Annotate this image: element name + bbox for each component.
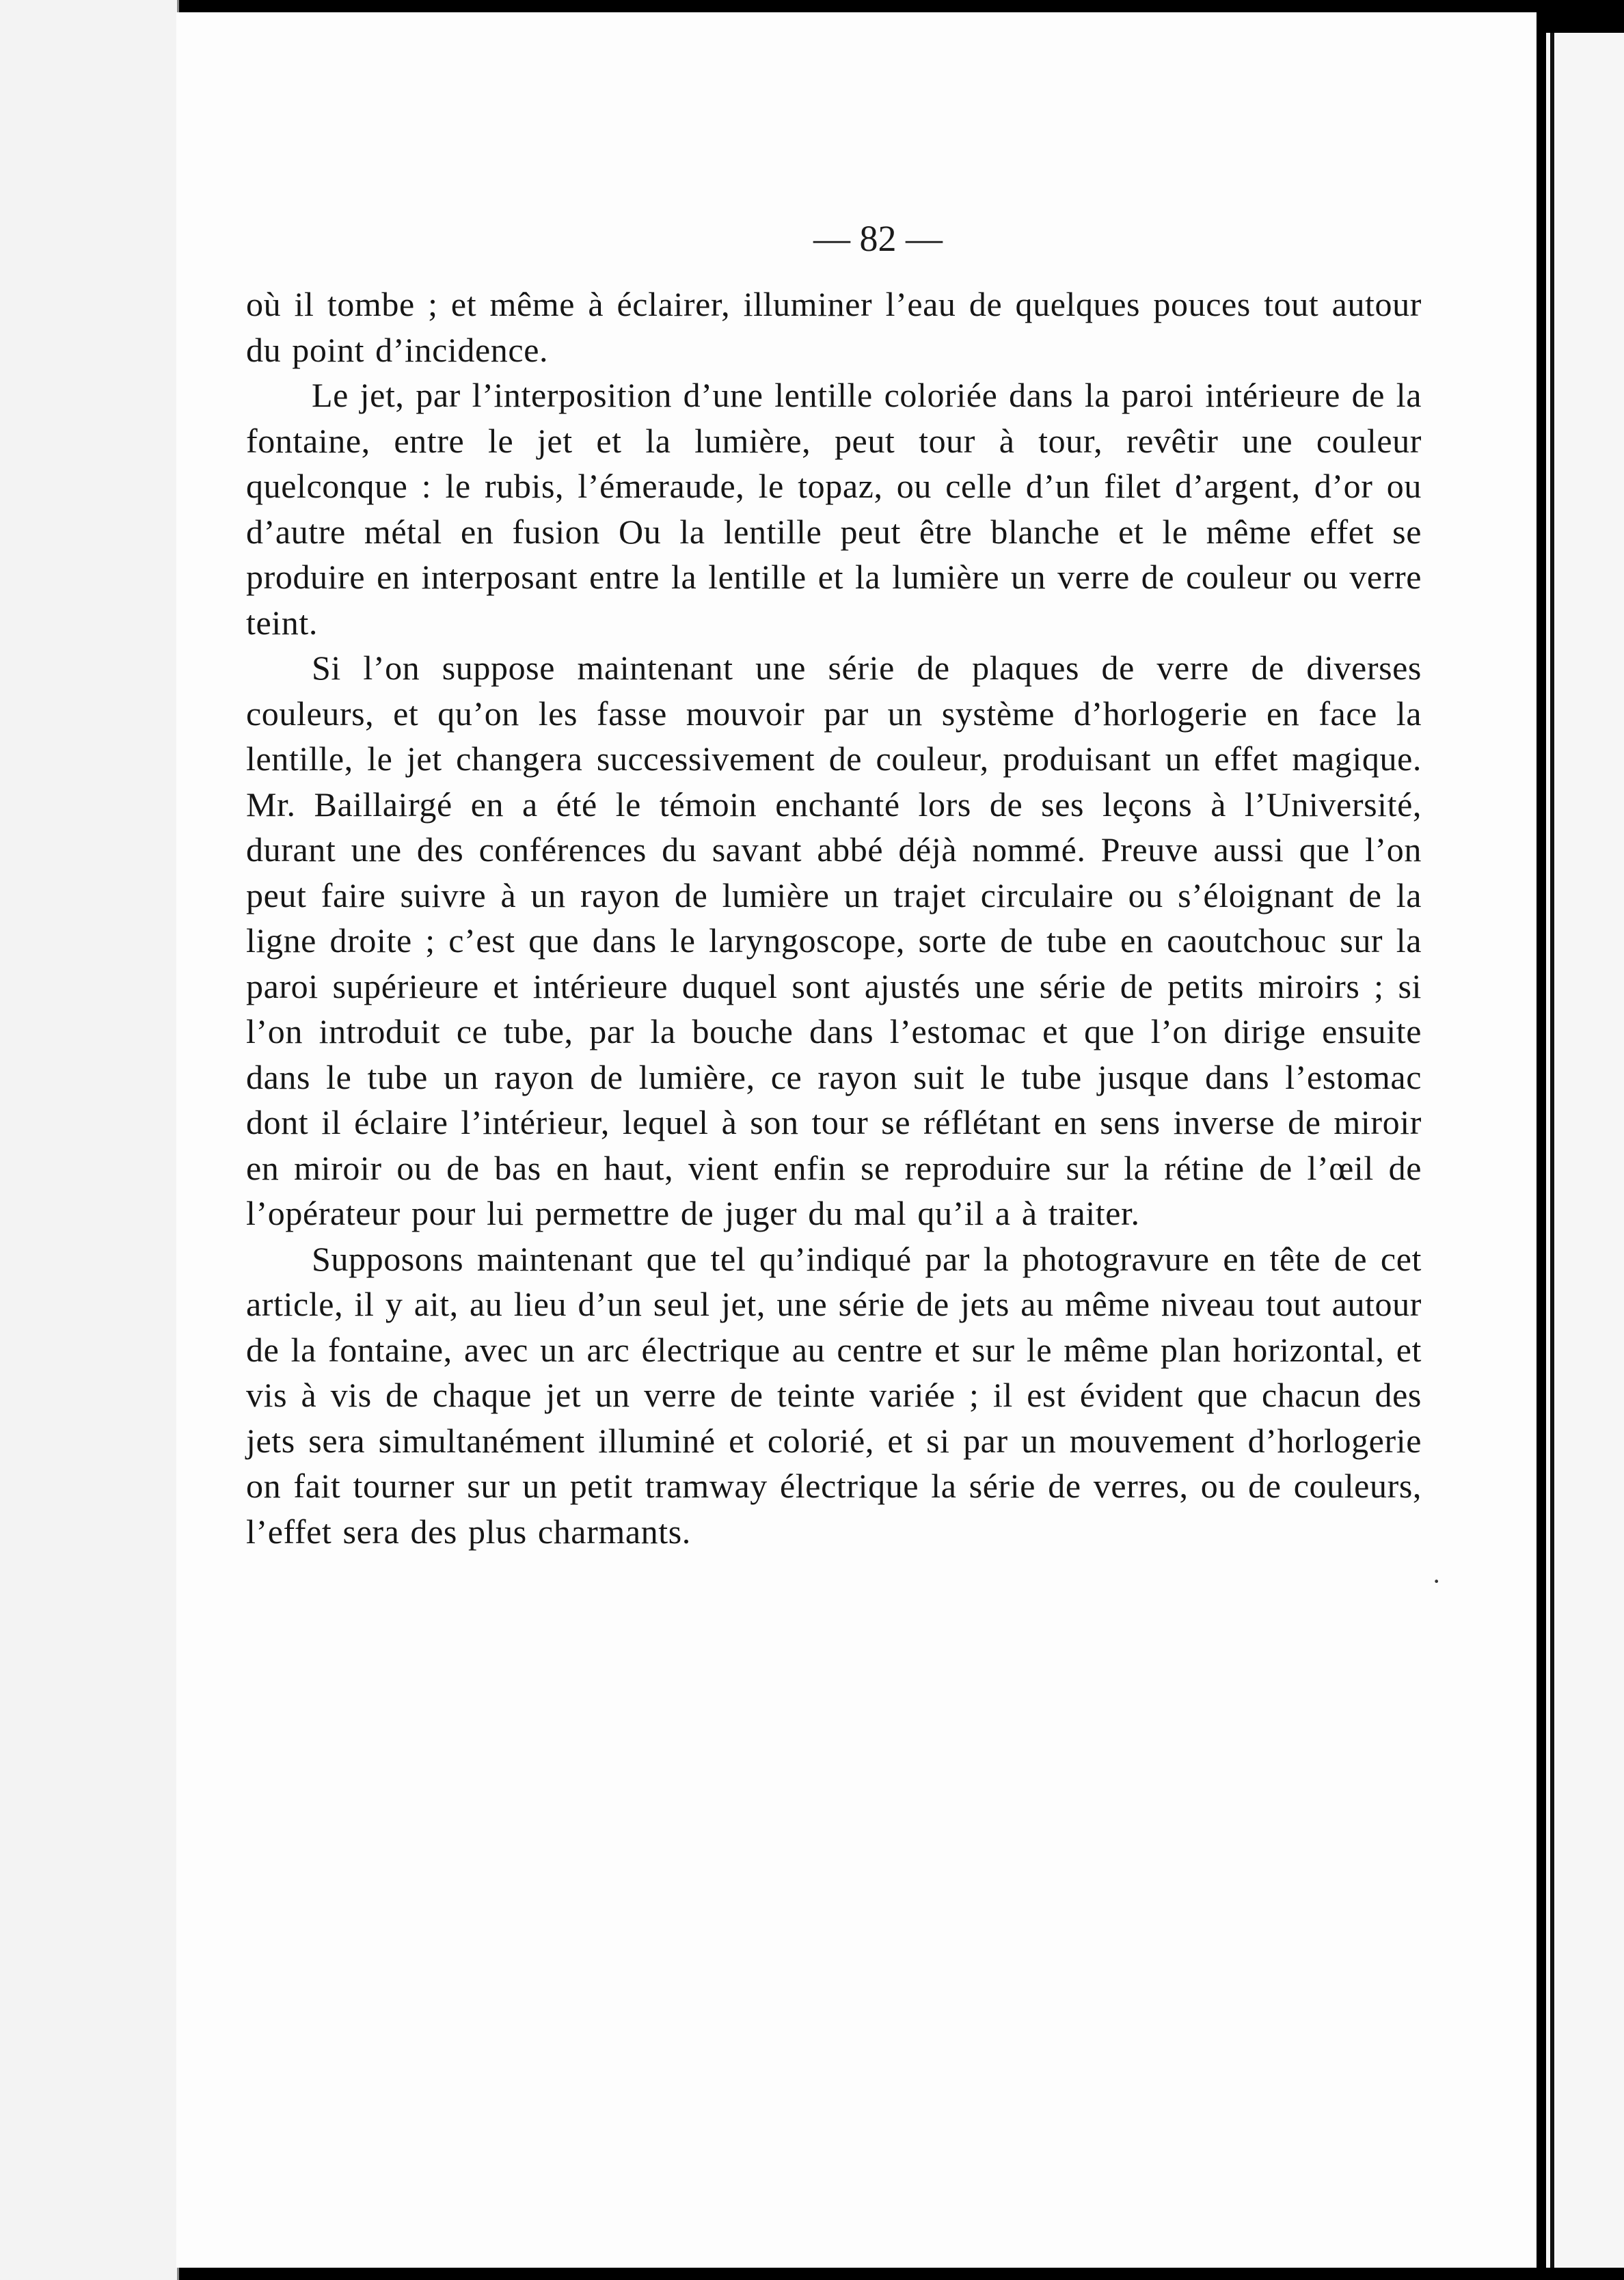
page-edge <box>0 0 103 2280</box>
page-edge <box>144 0 179 2280</box>
page-gutter-line <box>1550 33 1554 2268</box>
body-text <box>246 282 1422 1554</box>
ink-speck: · <box>1432 1566 1442 1597</box>
paragraph: Si l’on suppose maintenant une série de plaques de verre de diverses couleurs, et qu’on les fasse mouvoir par un système d’horlogerie en face la lentille, le jet changera successivement de couleur, produisant un effet magique. Mr. Baillairgé en a été le témoin enchanté lors de ses leçons à l’Université, durant une des conférences du savant abbé déjà nommé. Preuve aussi que l’on peut faire suivre à un rayon de lumière un trajet circulaire ou s’éloignant de la ligne droite ; c’est que dans le laryngoscope, sorte de tube en caoutchouc sur la paroi supérieure et intérieure duquel sont ajustés une série de petits miroirs ; si l’on introduit ce tube, par la bouche dans l’estomac et que l’on dirige ensuite dans le tube un rayon de lumière, ce rayon suit le tube jusque dans l’estomac dont il éclaire l’intérieur, lequel à son tour se réflétant en sens inverse de miroir en miroir ou de bas en haut, vient enfin se reproduire sur la rétine de l’œil de l’opérateur pour lui permettre de juger du mal qu’il a à traiter. <box>246 649 1422 1232</box>
facing-page-edge <box>1546 33 1624 2268</box>
page-number: — 82 — <box>813 218 943 259</box>
paragraph: Le jet, par l’interposition d’une lentille coloriée dans la paroi intérieure de la fontaine, entre le jet et la lumière, peut tour à tour, revêtir une couleur quelconque : le rubis, l’émeraude, le topaz, ou celle d’un filet d’argent, d’or ou d’autre métal en fusion Ou la lentille peut être blanche et le même effet se produire en interposant entre la lentille et la lumière un verre de couleur ou verre teint. <box>246 376 1422 642</box>
paragraph: Supposons maintenant que tel qu’indiqué par la photogravure en tête de cet article, il y ait, au lieu d’un seul jet, une série de jets au même niveau tout autour de la fontaine, avec un arc électrique au centre et sur le même plan horizontal, et vis à vis de chaque jet un verre de teinte variée ; il est évident que chacun des jets sera simultanément illuminé et colorié, et si par un mouvement d’horlogerie on fait tourner sur un petit tramway électrique la série de verres, ou de couleurs, l’effet sera des plus charmants. <box>246 1239 1422 1551</box>
paragraph: où il tombe ; et même à éclairer, illuminer l’eau de quelques pouces tout autour du point d’incidence. <box>246 285 1422 369</box>
